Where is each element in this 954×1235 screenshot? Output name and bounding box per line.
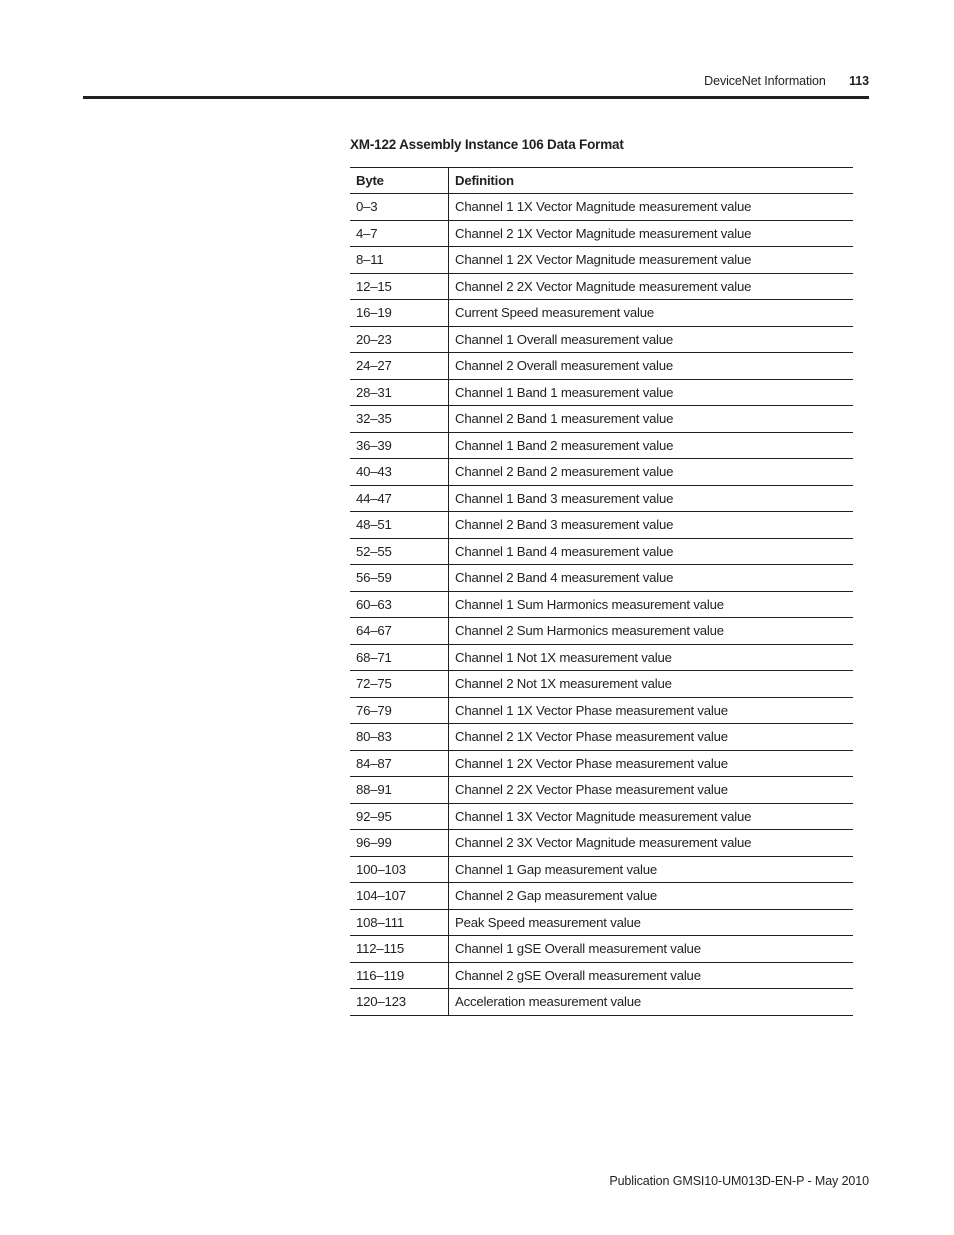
byte-cell: 88–91: [350, 777, 449, 804]
definition-cell: Channel 1 1X Vector Magnitude measurement value: [449, 194, 854, 221]
definition-cell: Channel 1 Band 2 measurement value: [449, 432, 854, 459]
table-row: [350, 909, 853, 936]
definition-cell: Channel 1 Overall measurement value: [449, 326, 854, 353]
byte-cell: 100–103: [350, 856, 449, 883]
byte-cell: 116–119: [350, 962, 449, 989]
definition-cell: Channel 2 Band 1 measurement value: [449, 406, 854, 433]
byte-cell: 28–31: [350, 379, 449, 406]
byte-cell: 36–39: [350, 432, 449, 459]
definition-cell: Channel 2 Band 2 measurement value: [449, 459, 854, 486]
byte-cell: 108–111: [350, 909, 449, 936]
byte-cell: 76–79: [350, 697, 449, 724]
definition-cell: Channel 2 gSE Overall measurement value: [449, 962, 854, 989]
table-row: [350, 777, 853, 804]
definition-cell: Channel 2 2X Vector Magnitude measurement value: [449, 273, 854, 300]
table-row: [350, 883, 853, 910]
table-title: XM-122 Assembly Instance 106 Data Format: [350, 137, 624, 152]
section-title: DeviceNet Information: [704, 74, 826, 88]
byte-cell: 104–107: [350, 883, 449, 910]
table-row: [350, 406, 853, 433]
byte-cell: 60–63: [350, 591, 449, 618]
definition-cell: Current Speed measurement value: [449, 300, 854, 327]
table-row: [350, 353, 853, 380]
byte-cell: 4–7: [350, 220, 449, 247]
byte-cell: 56–59: [350, 565, 449, 592]
column-header-definition: Definition: [449, 168, 854, 194]
definition-cell: Channel 1 Band 4 measurement value: [449, 538, 854, 565]
definition-cell: Acceleration measurement value: [449, 989, 854, 1016]
byte-cell: 72–75: [350, 671, 449, 698]
byte-cell: 12–15: [350, 273, 449, 300]
table-row: [350, 962, 853, 989]
table-row: [350, 856, 853, 883]
byte-cell: 44–47: [350, 485, 449, 512]
table-row: [350, 220, 853, 247]
table-row: [350, 300, 853, 327]
table-row: [350, 803, 853, 830]
table-row: [350, 485, 853, 512]
table-row: [350, 644, 853, 671]
definition-cell: Channel 2 Not 1X measurement value: [449, 671, 854, 698]
definition-cell: Channel 1 Not 1X measurement value: [449, 644, 854, 671]
table-header-row: [350, 168, 853, 194]
byte-cell: 84–87: [350, 750, 449, 777]
table-row: [350, 247, 853, 274]
byte-cell: 92–95: [350, 803, 449, 830]
table-row: [350, 591, 853, 618]
table-row: [350, 459, 853, 486]
byte-cell: 8–11: [350, 247, 449, 274]
byte-cell: 64–67: [350, 618, 449, 645]
definition-cell: Channel 2 Gap measurement value: [449, 883, 854, 910]
table-row: [350, 512, 853, 539]
data-format-table: [350, 167, 853, 1016]
table-row: [350, 326, 853, 353]
definition-cell: Channel 2 Band 4 measurement value: [449, 565, 854, 592]
definition-cell: Channel 1 1X Vector Phase measurement value: [449, 697, 854, 724]
table-row: [350, 194, 853, 221]
definition-cell: Channel 2 Sum Harmonics measurement value: [449, 618, 854, 645]
definition-cell: Channel 1 Band 3 measurement value: [449, 485, 854, 512]
table-row: [350, 379, 853, 406]
byte-cell: 112–115: [350, 936, 449, 963]
definition-cell: Channel 1 Band 1 measurement value: [449, 379, 854, 406]
table-row: [350, 936, 853, 963]
column-header-byte: Byte: [350, 168, 449, 194]
table-row: [350, 697, 853, 724]
table-row: [350, 432, 853, 459]
table-row: [350, 565, 853, 592]
byte-cell: 68–71: [350, 644, 449, 671]
definition-cell: Channel 1 Gap measurement value: [449, 856, 854, 883]
running-header: [704, 74, 869, 88]
definition-cell: Channel 2 1X Vector Phase measurement value: [449, 724, 854, 751]
header-rule: [83, 96, 869, 99]
table-row: [350, 750, 853, 777]
table-row: [350, 538, 853, 565]
definition-cell: Channel 2 Band 3 measurement value: [449, 512, 854, 539]
definition-cell: Channel 1 2X Vector Phase measurement value: [449, 750, 854, 777]
table-body: [350, 194, 853, 1016]
table-row: [350, 830, 853, 857]
definition-cell: Channel 1 2X Vector Magnitude measurement value: [449, 247, 854, 274]
definition-cell: Channel 2 2X Vector Phase measurement value: [449, 777, 854, 804]
byte-cell: 80–83: [350, 724, 449, 751]
definition-cell: Channel 2 1X Vector Magnitude measurement value: [449, 220, 854, 247]
table-row: [350, 671, 853, 698]
page-number: 113: [849, 74, 869, 88]
byte-cell: 16–19: [350, 300, 449, 327]
byte-cell: 32–35: [350, 406, 449, 433]
byte-cell: 96–99: [350, 830, 449, 857]
table-row: [350, 618, 853, 645]
definition-cell: Channel 2 3X Vector Magnitude measurement value: [449, 830, 854, 857]
byte-cell: 52–55: [350, 538, 449, 565]
definition-cell: Channel 1 gSE Overall measurement value: [449, 936, 854, 963]
definition-cell: Channel 2 Overall measurement value: [449, 353, 854, 380]
publication-footer: Publication GMSI10-UM013D-EN-P - May 2010: [609, 1174, 869, 1188]
table-row: [350, 724, 853, 751]
table-row: [350, 989, 853, 1016]
byte-cell: 40–43: [350, 459, 449, 486]
byte-cell: 120–123: [350, 989, 449, 1016]
definition-cell: Channel 1 3X Vector Magnitude measurement value: [449, 803, 854, 830]
table-row: [350, 273, 853, 300]
byte-cell: 0–3: [350, 194, 449, 221]
byte-cell: 20–23: [350, 326, 449, 353]
byte-cell: 48–51: [350, 512, 449, 539]
definition-cell: Peak Speed measurement value: [449, 909, 854, 936]
byte-cell: 24–27: [350, 353, 449, 380]
definition-cell: Channel 1 Sum Harmonics measurement value: [449, 591, 854, 618]
